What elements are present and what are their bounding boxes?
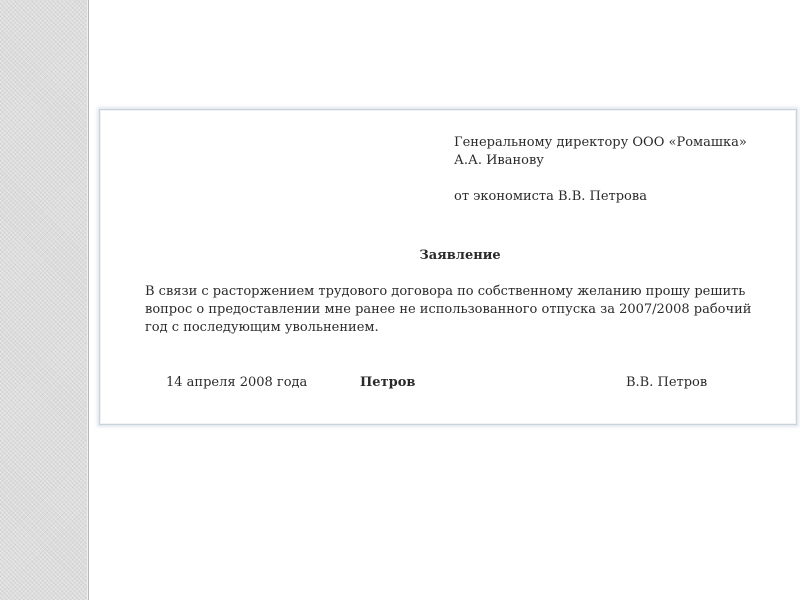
addressee-block: [454, 134, 747, 206]
addressee-spacer: [454, 170, 747, 188]
document-body: В связи с расторжением трудового договора по собственному желанию прошу решить вопрос о предоставлении мне ранее не использованного отпуска за 2007/2008 рабочий год с последующим увольнением.: [145, 284, 752, 335]
document-title: Заявление: [419, 248, 501, 263]
addressee-line-director: Генеральному директору ООО «Ромашка»: [454, 135, 747, 150]
sender-line: от экономиста В.В. Петрова: [454, 189, 647, 204]
addressee-line-name: А.А. Иванову: [454, 153, 544, 168]
signature-mark: Петров: [360, 375, 416, 390]
side-strip-panel: [0, 0, 89, 600]
signature-name: В.В. Петров: [626, 375, 708, 390]
document-card: [99, 109, 797, 425]
signature-date: 14 апреля 2008 года: [166, 375, 308, 390]
